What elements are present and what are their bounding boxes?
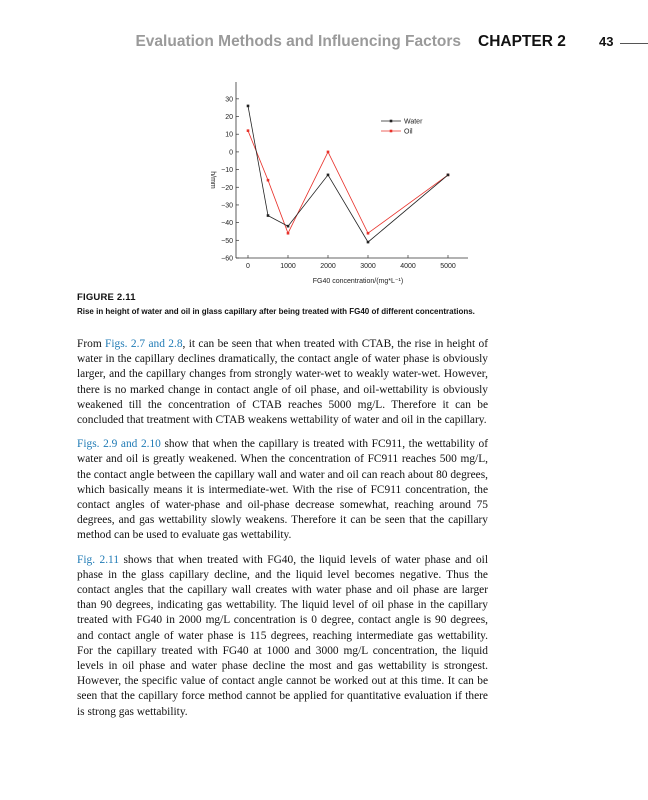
legend-marker-water [390, 120, 393, 123]
water-data-point [327, 174, 330, 177]
running-head-title: Evaluation Methods and Influencing Factors [135, 33, 461, 50]
x-tick-label: 3000 [360, 263, 376, 270]
figure-reference-link[interactable]: Fig. 2.11 [77, 553, 120, 566]
y-tick-label: 20 [225, 114, 233, 122]
y-tick-label: −30 [221, 202, 233, 210]
figure-reference-link[interactable]: Figs. 2.7 and 2.8 [105, 338, 183, 350]
water-data-point [267, 214, 270, 217]
body-paragraph [77, 437, 488, 543]
water-data-point [447, 174, 450, 177]
oil-data-point [267, 179, 270, 182]
x-tick-label: 1000 [280, 263, 296, 270]
legend-label: Water [404, 118, 423, 126]
body-paragraph [77, 337, 488, 428]
page-number: 43 [599, 34, 614, 49]
y-tick-label: −40 [221, 220, 233, 228]
figure-caption [77, 292, 497, 316]
water-series-line [248, 106, 448, 242]
y-tick-label: 0 [229, 149, 233, 157]
figure-label: FIGURE 2.11 [77, 292, 136, 303]
water-data-point [367, 241, 370, 244]
x-tick-label: 4000 [400, 263, 416, 270]
oil-data-point [367, 232, 370, 235]
figure-chart [0, 0, 648, 300]
x-tick-label: 0 [246, 263, 250, 270]
paragraph-text: From [77, 338, 106, 350]
y-tick-label: −10 [221, 167, 233, 175]
legend-marker-oil [390, 130, 393, 133]
x-tick-label: 2000 [320, 263, 336, 270]
y-tick-label: −20 [221, 184, 233, 192]
y-tick-label: −50 [221, 237, 233, 245]
oil-data-point [287, 232, 290, 235]
running-head-chapter: CHAPTER 2 [478, 33, 566, 50]
paragraph-text: , it can be seen that when treated with CTAB, the rise in height of water in the capillary declines dramatically, the contact angle of water phase is obviously larger, and the capillary changes from strongly water-wet to weakly water-wet. However, there is no marked change in contact angle of oil phase, and oil-wettability is obviously weakened till the concentration of CTAB reaches 5000 mg/L. Therefore it can be concluded that treatment with CTAB weakens wettability of water and oil in the capillary. [77, 338, 489, 427]
x-axis-label: FG40 concentration/(mg*L⁻¹) [312, 278, 404, 285]
oil-data-point [327, 151, 330, 154]
body-paragraph [77, 553, 488, 720]
figure-reference-link[interactable]: Figs. 2.9 and 2.10 [77, 438, 161, 451]
chart-legend [381, 119, 423, 136]
body-text [77, 337, 488, 729]
paragraph-text: show that when the capillary is treated with FC911, the wettability of water and oil is greatly weakened. When the concentration of FC911 reaches 500 mg/L, the contact angle between the capillary wall and water and oil can reach about 80 degrees, which basically means it is intermediate-wet. With the rise of FC911 concentration, the contact angles of water-phase and oil-phase decrease somewhat, reaching around 75 degrees, and gas wettability slowly weakens. Therefore it can be seen that the capillary method can be used to evaluate gas wettability. [77, 438, 488, 542]
legend-label: Oil [404, 128, 413, 136]
x-tick-label: 5000 [440, 263, 456, 270]
oil-data-point [247, 129, 250, 132]
y-tick-label: 30 [225, 96, 233, 104]
paragraph-text: shows that when treated with FG40, the liquid levels of water phase and oil phase in the glass capillary decline, and the liquid level becomes negative. Thus the contact angles that the capillary wall creates with water phase and oil phase are larger than 90 degrees, indicating gas wettability. The liquid level of oil phase in the capillary treated with FG40 in 2000 mg/L concentration is 0 degree, contact angle is 90 degrees, and contact angle of water phase is 115 degrees, reaching intermediate gas wettability. For the capillary treated with FG40 at 1000 and 3000 mg/L concentration, the liquid levels in oil phase and water phase decline the most and gas wettability is strongest. However, the specific value of contact angle cannot be worked out at this time. It can be seen that the capillary force method cannot be applied for quantitative evaluation if there is strong gas wettability. [77, 553, 488, 718]
y-axis-label: h/mm [209, 171, 216, 189]
y-tick-label: 10 [225, 131, 233, 139]
figure-caption-text: Rise in height of water and oil in glass capillary after being treated with FG40 of different concentrations. [77, 306, 475, 316]
chart-axes [209, 82, 468, 285]
y-tick-label: −60 [221, 255, 233, 263]
water-data-point [287, 225, 290, 228]
water-data-point [247, 105, 250, 108]
oil-series-line [248, 128, 448, 234]
